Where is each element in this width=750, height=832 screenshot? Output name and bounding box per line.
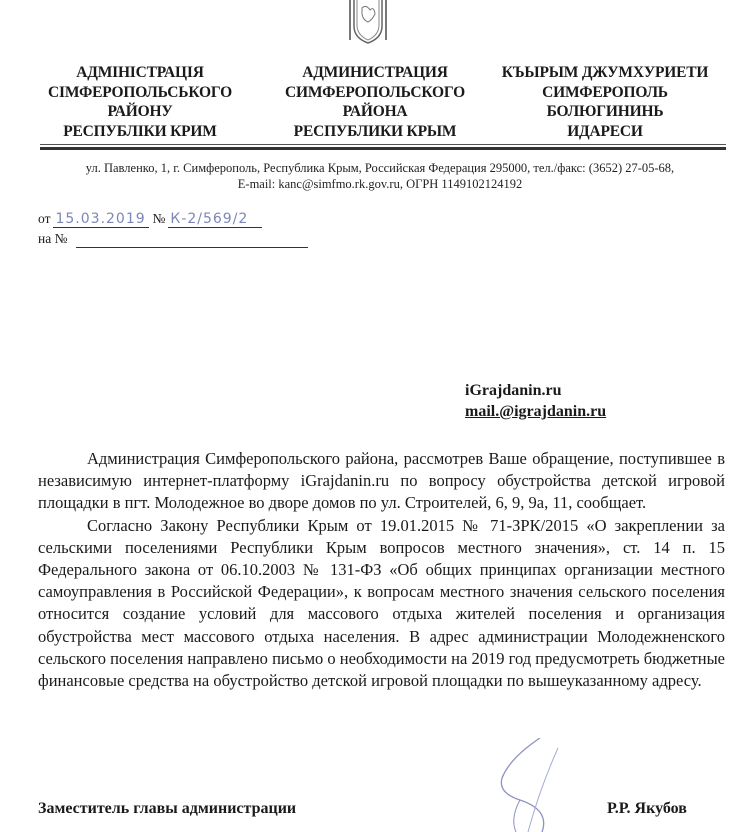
recipient-email[interactable]: mail.@igrajdanin.ru [465, 403, 607, 420]
address-line: E-mail: kanc@simfmo.rk.gov.ru, ОГРН 1149102124192 [237, 177, 523, 191]
recipient-name: iGrajdanin.ru [465, 382, 562, 399]
letterhead-line: АДМИНИСТРАЦИЯ [302, 64, 448, 81]
outgoing-ref [38, 208, 308, 228]
to-label: на № [38, 231, 68, 246]
signatory-name: Р.Р. Якубов [607, 800, 687, 817]
letterhead-line: ИДАРЕСИ [567, 122, 643, 140]
letterhead-line: КЪЫРЫМ ДЖУМХУРИЕТИ [501, 64, 709, 81]
number-label: № [152, 211, 166, 226]
letterhead-line: РЕСПУБЛІКИ КРИМ [63, 122, 217, 140]
header-divider-thin [40, 144, 726, 145]
signatory-position: Заместитель главы администрации [38, 800, 297, 817]
letterhead-line: СИМФЕРОПОЛЬ [542, 83, 668, 101]
letterhead-line: СІМФЕРОПОЛЬСЬКОГО [48, 83, 232, 101]
incoming-ref [38, 228, 308, 248]
incoming-number-blank [76, 233, 308, 248]
document-references [38, 208, 308, 248]
recipient [465, 380, 606, 422]
contact-address [30, 160, 730, 192]
letterhead-line: АДМІНІСТРАЦІЯ [76, 64, 204, 81]
body-paragraph: Согласно Закону Республики Крым от 19.01.2015 № 71-ЗРК/2015 «О закреплении за сельскими поселениями Республики Крым вопросов местного значения», ст. 14 п. 15 Федерального закона от 06.10.2003 № 131-ФЗ «Об общих принципах организации местного самоуправления в Российской Федерации», к вопросам местного значения сельского поселения относится создание условий для массового отдыха жителей поселения и организация обустройства мест массового отдыха населения. В адрес администрации Молодежненского сельского поселения направлено письмо о необходимости на 2019 год предусмотреть бюджетные финансовые средства на обустройство детской игровой площадки по вышеуказанному адресу. [38, 515, 725, 691]
letter-body [38, 448, 725, 692]
letterhead-crimean-tatar [490, 63, 720, 141]
letterhead-line: БОЛЮГИНИНЬ [546, 103, 664, 120]
document-date: 15.03.2019 [53, 211, 149, 228]
letterhead-line: СИМФЕРОПОЛЬСКОГО [285, 83, 465, 101]
header-divider-thick [40, 147, 726, 150]
letterhead-line: РАЙОНА [342, 103, 408, 120]
letterhead-line: РЕСПУБЛИКИ КРЫМ [293, 122, 457, 140]
from-label: от [38, 211, 51, 226]
body-paragraph: Администрация Симферопольского района, рассмотрев Ваше обращение, поступившее в независимую интернет-платформу iGrajdanin.ru по вопросу обустройства детской игровой площадки в пгт. Молодежное во дворе домов по ул. Строителей, 6, 9, 9а, 11, сообщает. [38, 449, 725, 513]
crimea-coat-of-arms-icon [348, 0, 388, 44]
letterhead-line: РАЙОНУ [107, 103, 173, 120]
handwritten-signature-icon [480, 738, 600, 832]
letterhead [30, 63, 720, 141]
letterhead-ukrainian [30, 63, 250, 141]
letterhead-russian [265, 63, 485, 141]
address-line: ул. Павленко, 1, г. Симферополь, Республика Крым, Российская Федерация 295000, тел./факс: (3652) 27-05-68, [85, 161, 675, 175]
document-number: К-2/569/2 [168, 211, 262, 228]
